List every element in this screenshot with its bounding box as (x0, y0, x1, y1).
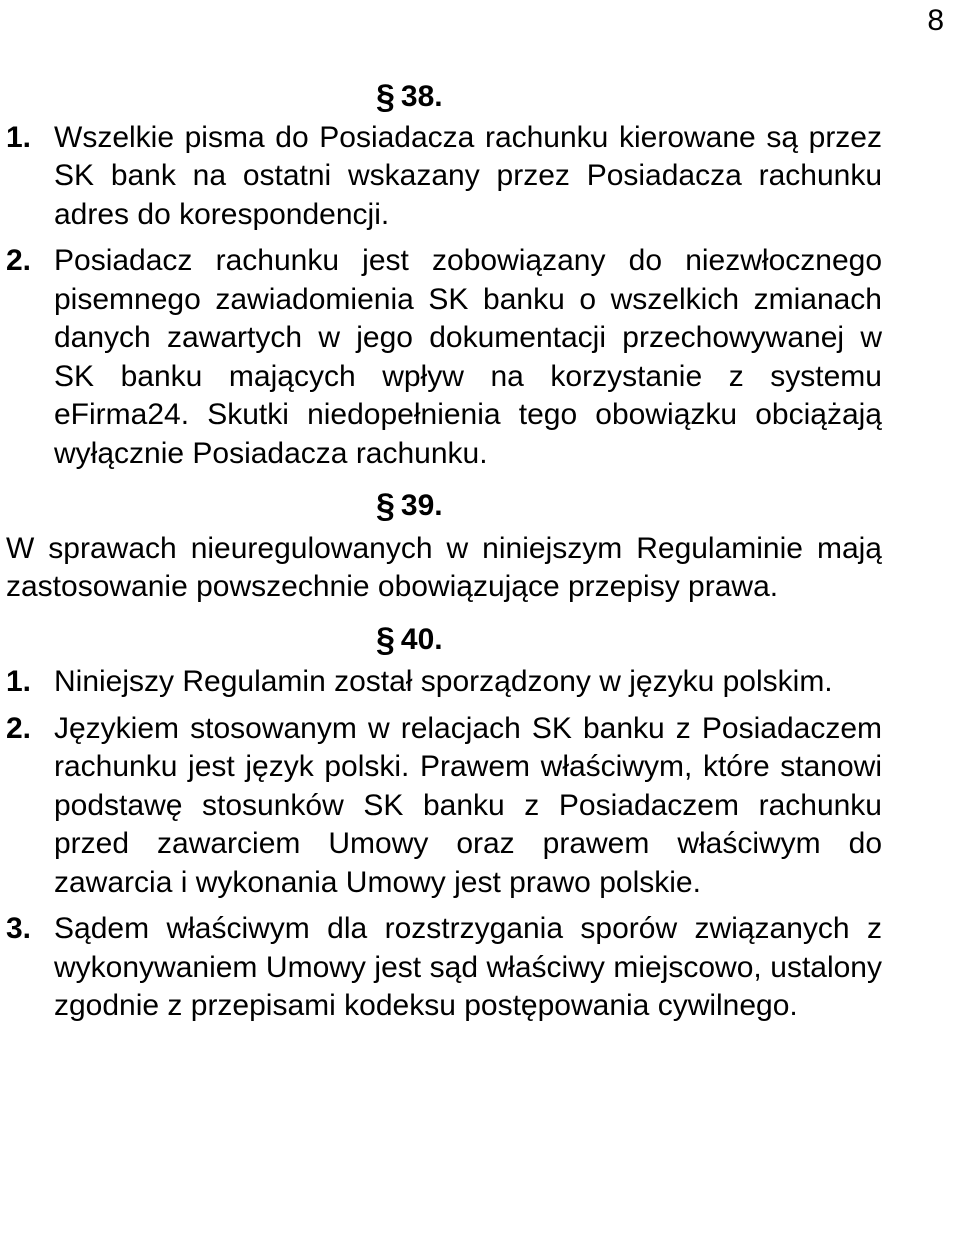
item-text: Posiadacz rachunku jest zobowiązany do niezwłocznego pisemnego zawiadomienia SK banku o wszelkich zmianach danych zawartych w jego dokumentacji przechowywanej w SK banku mających wpływ na korzystanie z systemu eFirma24. Skutki niedopełnienia tego obowiązku obciążają wyłącznie Posiadacza rachunku. (54, 244, 882, 470)
item-text: Wszelkie pisma do Posiadacza rachunku kierowane są przez SK bank na ostatni wskazany przez Posiadacza rachunku adres do korespondencji. (54, 120, 882, 231)
page-number: 8 (927, 4, 944, 37)
item-text: Językiem stosowanym w relacjach SK banku z Posiadaczem rachunku jest język polski. Prawem właściwym, które stanowi podstawę stosunków SK banku z Posiadaczem rachunku przed zawarciem Umowy oraz prawem właściwym do zawarcia i wykonania Umowy jest prawo polskie. (54, 711, 882, 899)
section-sign: § (376, 620, 395, 659)
item-text: Sądem właściwym dla rozstrzygania sporów związanych z wykonywaniem Umowy jest sąd właściwy miejscowo, ustalony zgodnie z przepisami kodeksu postępowania cywilnego. (54, 912, 882, 1022)
paragraph: W sprawach nieuregulowanych w niniejszym Regulaminie mają zastosowanie powszechnie obowiązujące przepisy prawa. (6, 531, 882, 603)
section-sign: § (376, 78, 395, 116)
section-header-39 (376, 487, 882, 526)
section-number: 40. (400, 622, 443, 656)
item-number: 3. (6, 912, 32, 945)
list-item (6, 119, 882, 235)
item-text: Niniejszy Regulamin został sporządzony w języku polskim. (54, 665, 833, 698)
section-header-40 (376, 621, 882, 660)
section-header-38 (376, 78, 882, 117)
document-body (6, 78, 882, 1026)
section-number: 39. (400, 489, 443, 522)
section-number: 38. (400, 80, 443, 113)
section-sign: § (376, 487, 395, 525)
list-item (6, 242, 882, 473)
list-item (6, 710, 882, 903)
list-item (6, 910, 882, 1026)
list-item (6, 663, 882, 702)
item-number: 1. (6, 120, 32, 154)
item-number: 2. (6, 711, 32, 745)
item-number: 2. (6, 244, 32, 277)
item-number: 1. (6, 665, 32, 698)
